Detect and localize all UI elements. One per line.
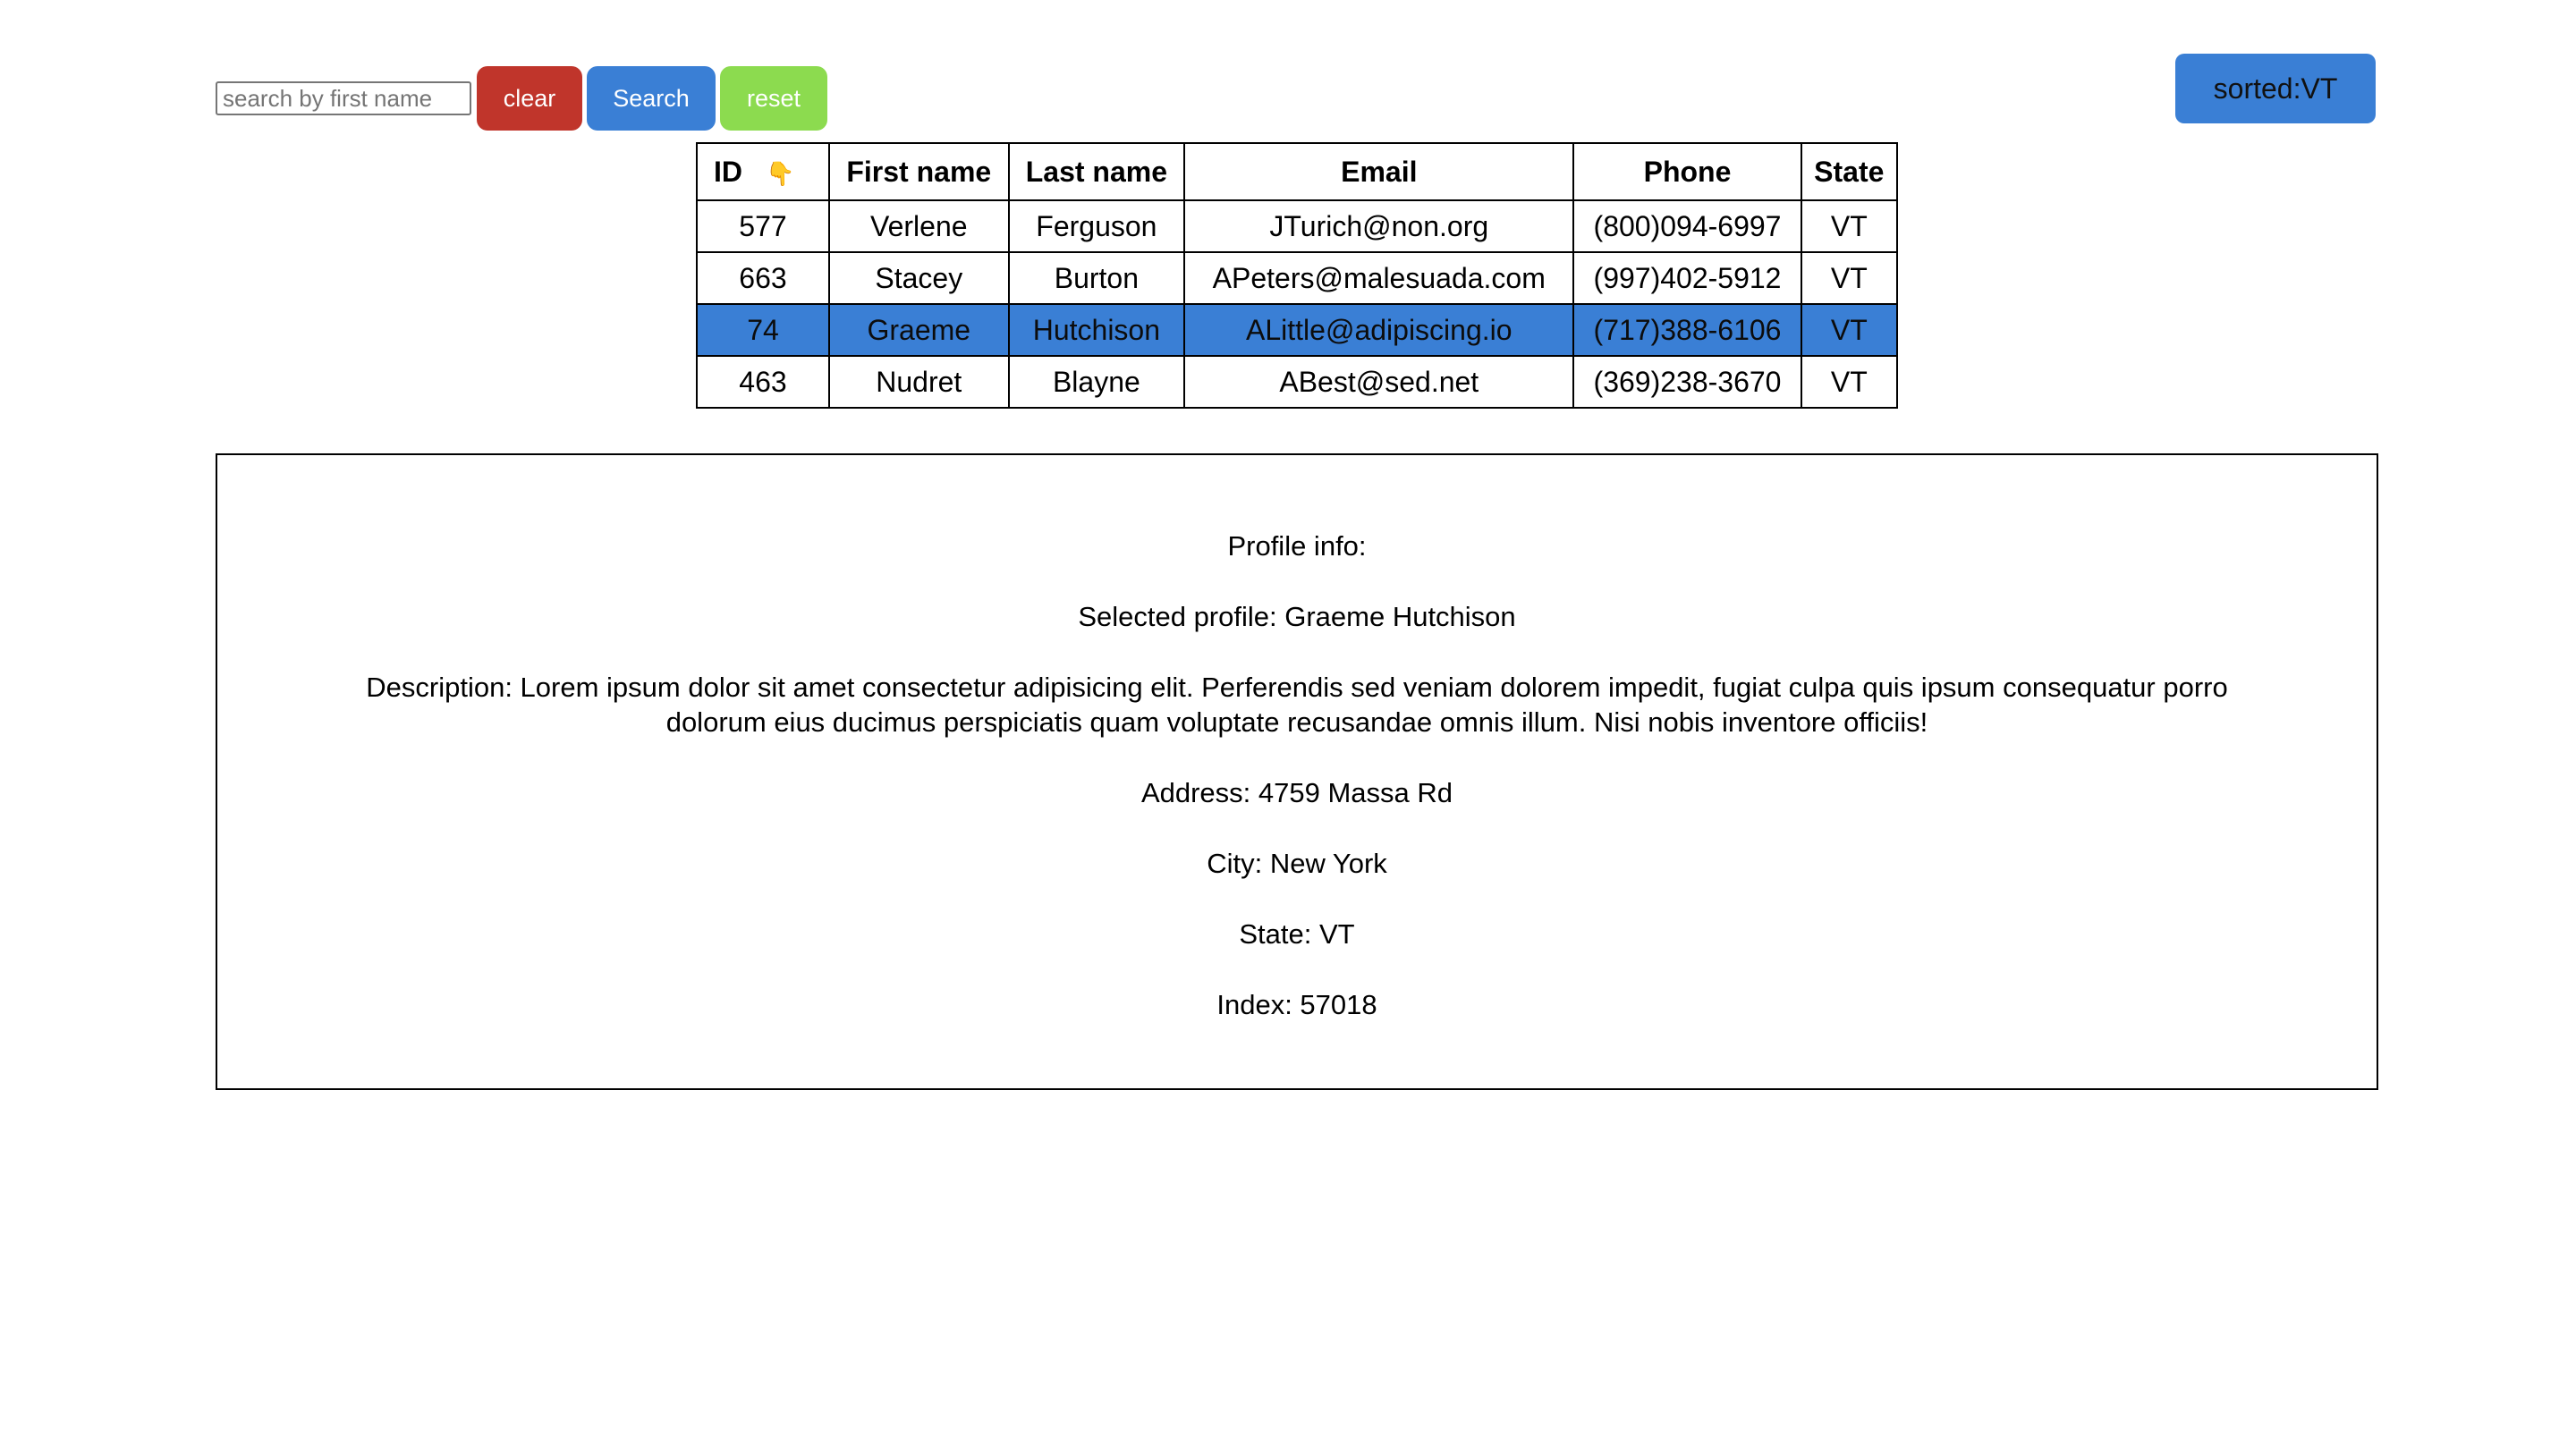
people-table	[696, 142, 1898, 409]
profile-address: Address: 4759 Massa Rd	[1140, 777, 1453, 808]
cell-state: VT	[1801, 252, 1897, 304]
cell-first-name: Nudret	[829, 356, 1009, 408]
toolbar	[216, 66, 827, 131]
profile-state: State: VT	[1239, 918, 1355, 950]
sort-by-state-button[interactable]: sorted:VT	[2175, 54, 2376, 123]
profile-index: Index: 57018	[1216, 989, 1377, 1020]
reset-button[interactable]: reset	[720, 66, 827, 131]
table-row[interactable]	[697, 200, 1897, 252]
cell-email: ALittle@adipiscing.io	[1184, 304, 1573, 356]
cell-phone: (997)402-5912	[1573, 252, 1801, 304]
cell-last-name: Hutchison	[1009, 304, 1185, 356]
header-id-label: ID	[714, 155, 742, 188]
header-email[interactable]: Email	[1184, 143, 1573, 200]
table-row[interactable]	[697, 252, 1897, 304]
header-id[interactable]	[697, 143, 829, 200]
profile-city: City: New York	[1207, 848, 1387, 879]
cell-phone: (369)238-3670	[1573, 356, 1801, 408]
cell-id: 463	[697, 356, 829, 408]
cell-first-name: Graeme	[829, 304, 1009, 356]
cell-last-name: Ferguson	[1009, 200, 1185, 252]
profile-info-panel	[216, 453, 2378, 1090]
table-header-row	[697, 143, 1897, 200]
cell-phone: (717)388-6106	[1573, 304, 1801, 356]
table-row[interactable]	[697, 356, 1897, 408]
cell-email: APeters@malesuada.com	[1184, 252, 1573, 304]
cell-id: 577	[697, 200, 829, 252]
header-state[interactable]: State	[1801, 143, 1897, 200]
cell-first-name: Verlene	[829, 200, 1009, 252]
cell-phone: (800)094-6997	[1573, 200, 1801, 252]
clear-button[interactable]: clear	[477, 66, 582, 131]
header-first-name[interactable]: First name	[829, 143, 1009, 200]
pointing-down-icon[interactable]: 👇	[766, 159, 795, 187]
cell-state: VT	[1801, 304, 1897, 356]
cell-last-name: Burton	[1009, 252, 1185, 304]
header-last-name[interactable]: Last name	[1009, 143, 1185, 200]
cell-id: 74	[697, 304, 829, 356]
cell-first-name: Stacey	[829, 252, 1009, 304]
cell-email: JTurich@non.org	[1184, 200, 1573, 252]
profile-heading: Profile info:	[1227, 530, 1367, 562]
cell-state: VT	[1801, 356, 1897, 408]
cell-last-name: Blayne	[1009, 356, 1185, 408]
cell-email: ABest@sed.net	[1184, 356, 1573, 408]
profile-description: Description: Lorem ipsum dolor sit amet consectetur adipisicing elit. Perferendis sed veniam dolorem impedit, fugiat culpa quis ipsum consequatur porro dolorum eius ducimus perspiciatis quam voluptate recusandae omnis illum. Nisi nobis inventore officiis!	[366, 672, 2228, 738]
search-input[interactable]	[216, 81, 471, 115]
cell-state: VT	[1801, 200, 1897, 252]
profile-selected: Selected profile: Graeme Hutchison	[1078, 601, 1516, 632]
cell-id: 663	[697, 252, 829, 304]
header-phone[interactable]: Phone	[1573, 143, 1801, 200]
search-button[interactable]: Search	[587, 66, 716, 131]
table-row-selected[interactable]	[697, 304, 1897, 356]
